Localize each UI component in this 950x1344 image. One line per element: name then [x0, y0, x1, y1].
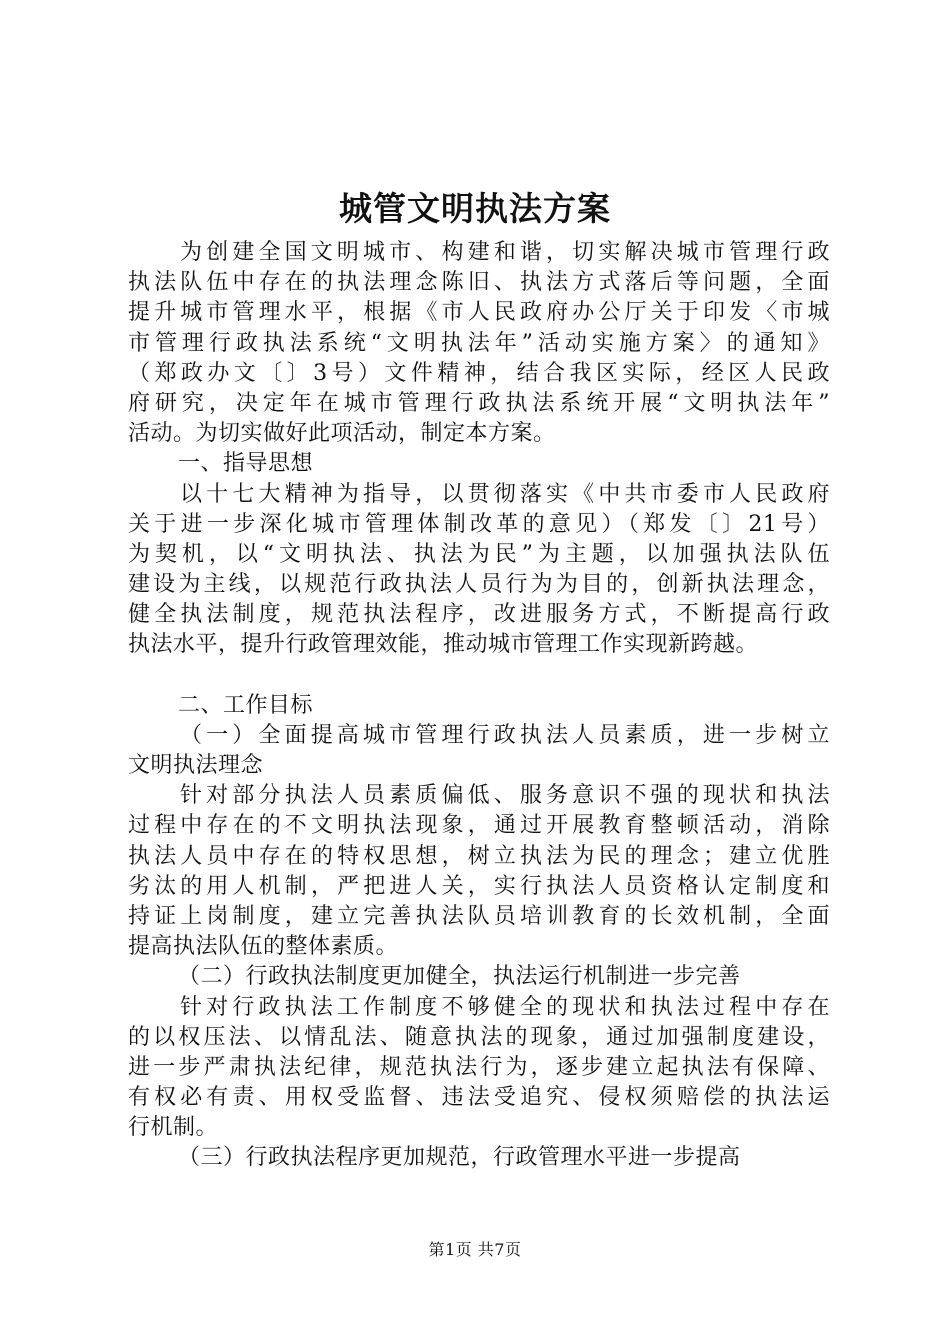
paragraph-line: 劣汰的用人机制，严把进人关，实行执法人员资格认定制度和 — [128, 873, 830, 899]
subsection-heading: （一）全面提高城市管理行政执法人员素质，进一步树立 — [180, 722, 830, 748]
paragraph-line: 持证上岗制度，建立完善执法队员培训教育的长效机制，全面 — [128, 903, 830, 929]
blank-line — [128, 661, 830, 691]
paragraph-line: 提升城市管理水平，根据《市人民政府办公厅关于印发〈市城 — [128, 300, 830, 326]
document-title: 城管文明执法方案 — [339, 189, 611, 228]
paragraph-line: （郑政办文〔〕3号）文件精神，结合我区实际，经区人民政 — [128, 360, 830, 386]
paragraph-line: 针对部分执法人员素质偏低、服务意识不强的现状和执法 — [180, 783, 830, 809]
paragraph-line: 针对行政执法工作制度不够健全的现状和执法过程中存在 — [180, 994, 830, 1020]
subsection-heading: （三）行政执法程序更加规范，行政管理水平进一步提高 — [178, 1145, 741, 1171]
paragraph-line: 执法水平，提升行政管理效能，推动城市管理工作实现新跨越。 — [128, 632, 759, 658]
paragraph-line: 市管理行政执法系统“文明执法年”活动实施方案〉的通知》 — [128, 330, 830, 356]
paragraph-line: 以十七大精神为指导，以贯彻落实《中共市委市人民政府 — [180, 481, 830, 507]
paragraph-line: 执法人员中存在的特权思想，树立执法为民的理念；建立优胜 — [128, 843, 830, 869]
page-number-footer: 第1页 共7页 — [428, 1240, 522, 1259]
paragraph-line: 进一步严肃执法纪律，规范执法行为，逐步建立起执法有保障、 — [128, 1054, 830, 1080]
paragraph-line: 的以权压法、以情乱法、随意执法的现象，通过加强制度建设， — [128, 1024, 830, 1050]
paragraph-line: 为契机，以“文明执法、执法为民”为主题，以加强执法队伍 — [128, 541, 830, 567]
paragraph-line: 关于进一步深化城市管理体制改革的意见）（郑发〔〕21号） — [128, 511, 830, 537]
paragraph-line: 建设为主线，以规范行政执法人员行为为目的，创新执法理念， — [128, 572, 830, 598]
paragraph-line: 府研究，决定年在城市管理行政执法系统开展“文明执法年” — [128, 390, 830, 416]
document-body — [128, 238, 830, 1174]
section-heading: 二、工作目标 — [178, 692, 314, 718]
subsection-heading: （二）行政执法制度更加健全，执法运行机制进一步完善 — [178, 964, 741, 990]
paragraph-line: 为创建全国文明城市、构建和谐，切实解决城市管理行政 — [180, 240, 830, 265]
section-heading: 一、指导思想 — [178, 451, 314, 477]
paragraph-line: 过程中存在的不文明执法现象，通过开展教育整顿活动，消除 — [128, 813, 830, 839]
paragraph-line: 活动。为切实做好此项活动，制定本方案。 — [128, 421, 556, 447]
subsection-heading: 文明执法理念 — [128, 753, 264, 778]
paragraph-line: 执法队伍中存在的执法理念陈旧、执法方式落后等问题，全面 — [128, 270, 830, 296]
paragraph-line: 健全执法制度，规范执法程序，改进服务方式，不断提高行政 — [128, 602, 830, 628]
paragraph-line: 有权必有责、用权受监督、违法受追究、侵权须赔偿的执法运 — [128, 1085, 830, 1111]
paragraph-line: 提高执法队伍的整体素质。 — [128, 934, 399, 960]
paragraph-line: 行机制。 — [128, 1115, 219, 1141]
